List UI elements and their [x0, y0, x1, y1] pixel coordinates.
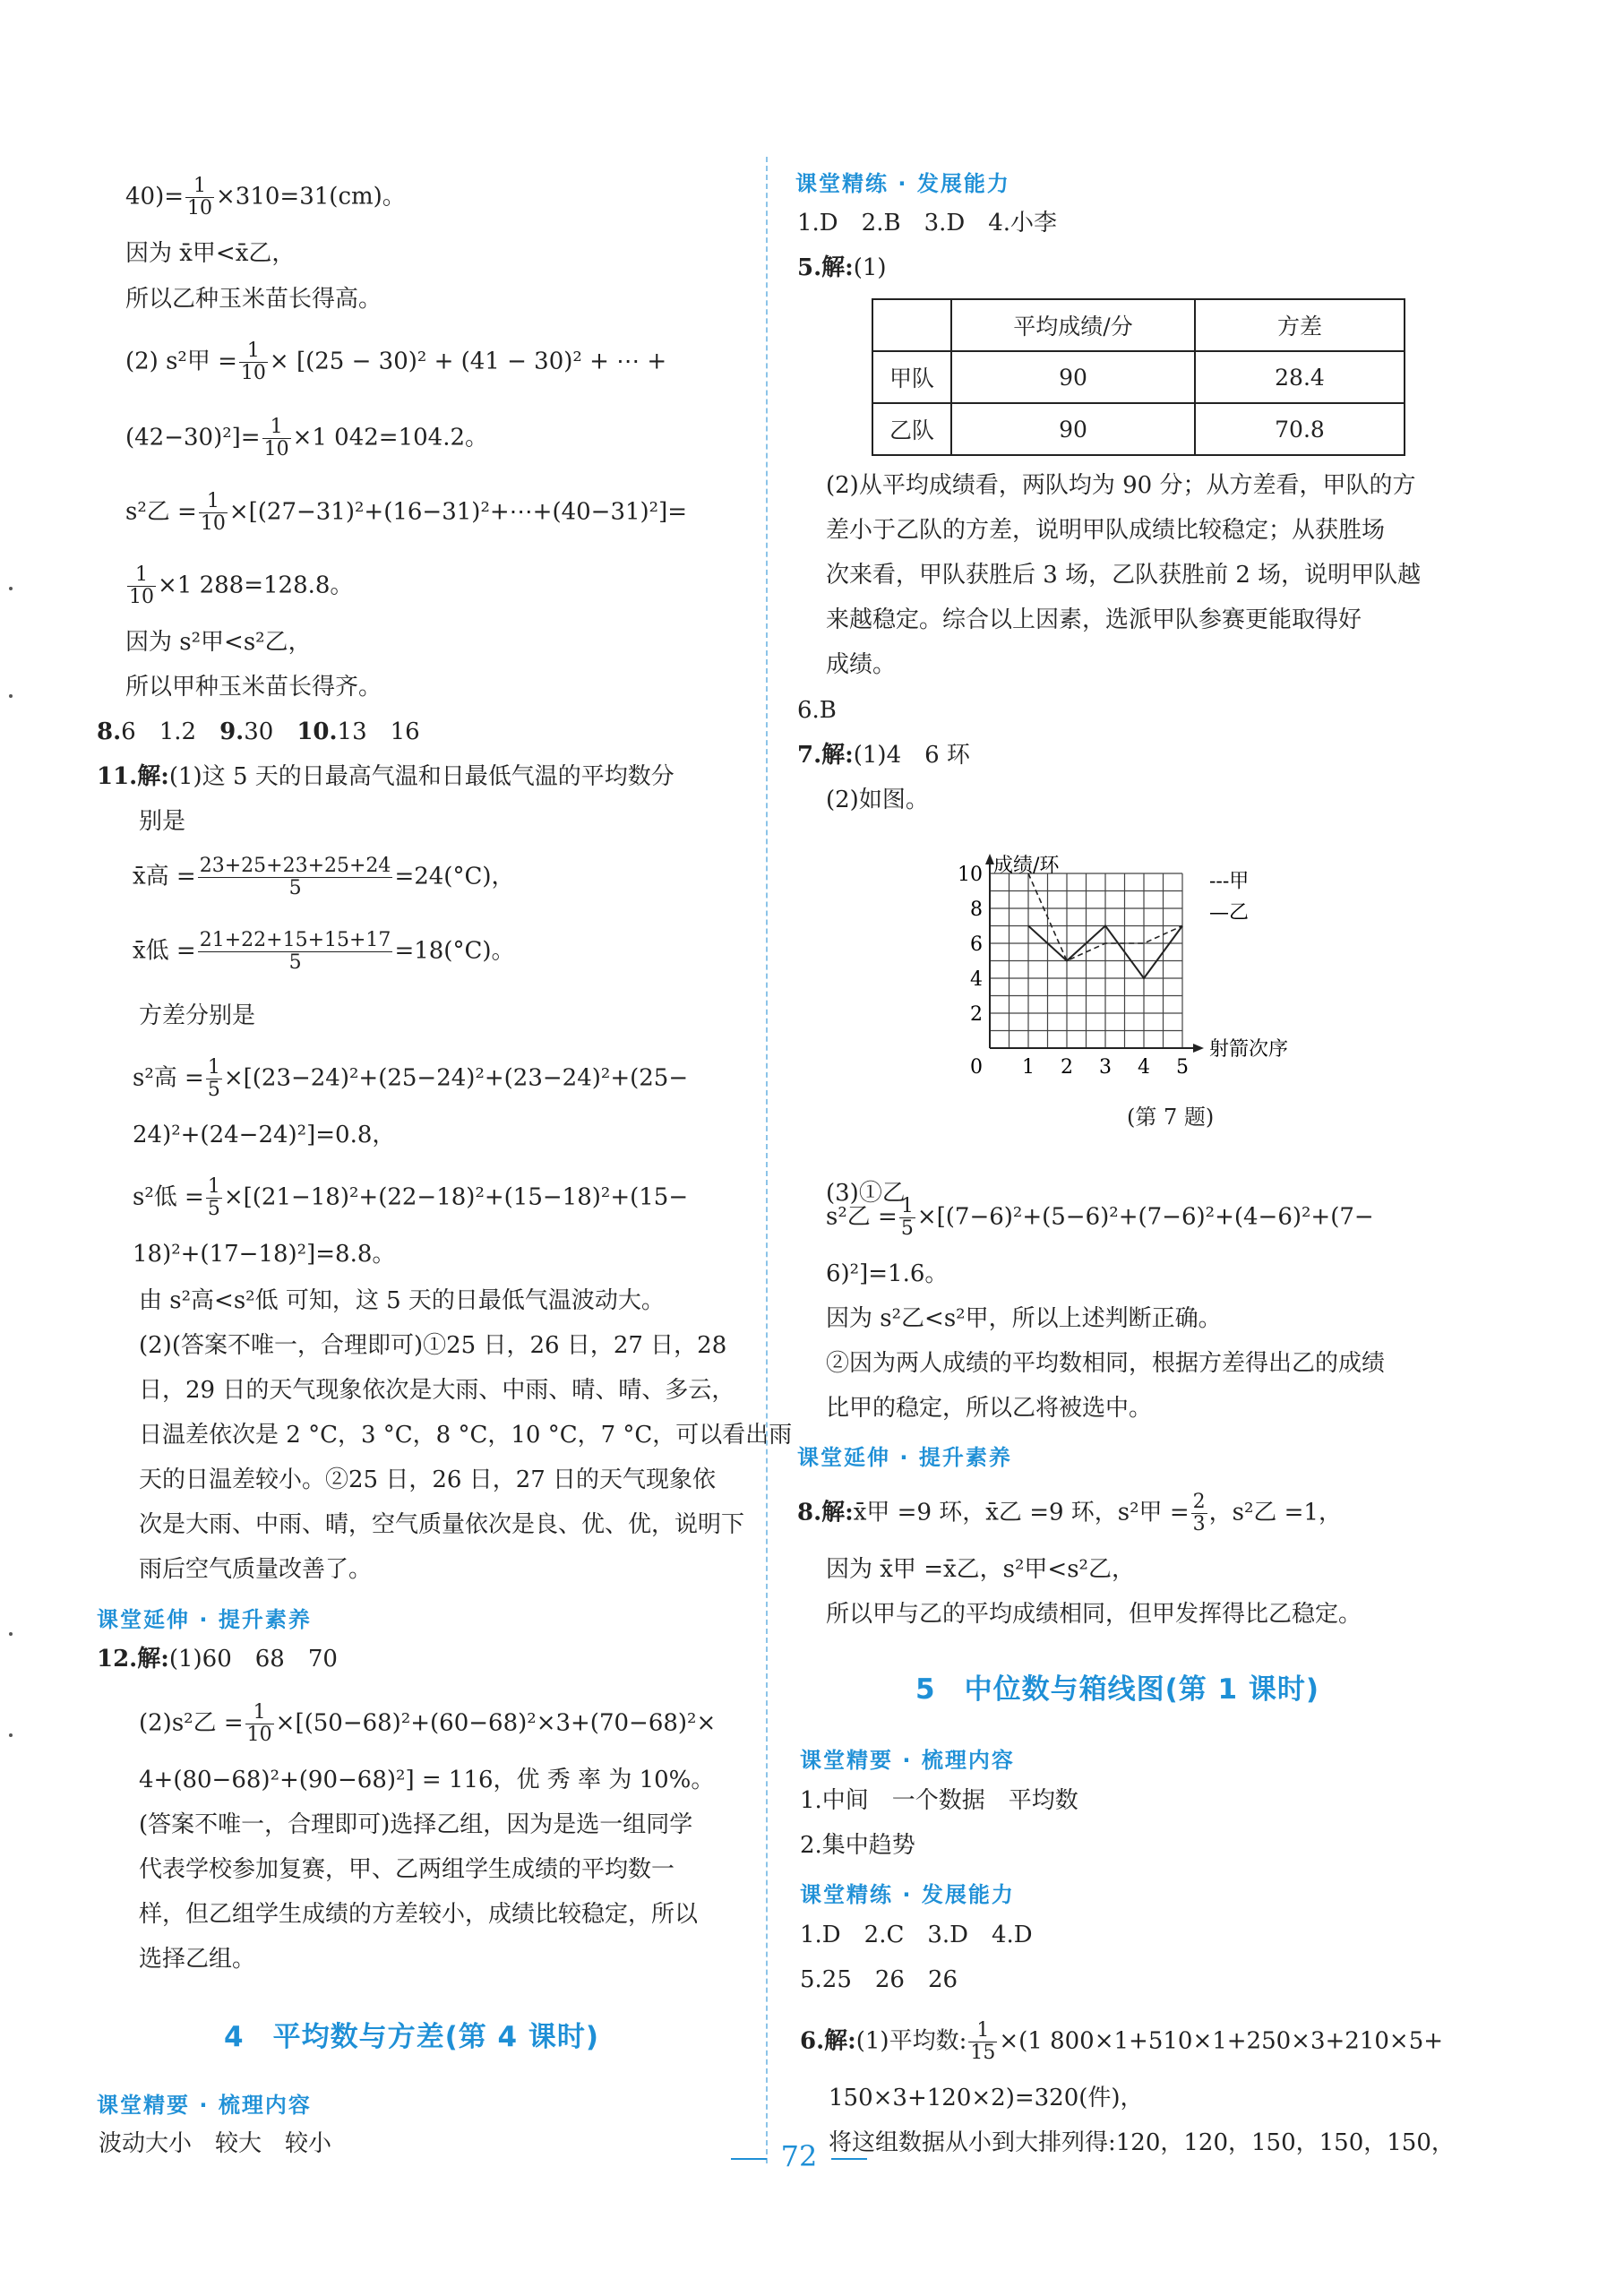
fraction: $\frac{1}{5}$ — [207, 1056, 220, 1101]
line: 方差分别是 — [139, 1002, 256, 1029]
line: 因为 x̄甲<x̄乙， — [125, 240, 296, 267]
fraction: $\frac{1}{10}$ — [263, 416, 289, 460]
y-tick-label: 4 — [970, 968, 983, 991]
table-header: 平均成绩/分 — [951, 299, 1195, 351]
line: 比甲的稳定，所以乙将被选中。 — [826, 1395, 1153, 1422]
question-12: 12.解:(1)60 68 70 — [97, 1646, 338, 1673]
section-heading: 课堂精要 · 梳理内容 — [97, 2093, 312, 2118]
fraction: $\frac{2}{3}$ — [1192, 1491, 1206, 1535]
line: 因为 s²乙<s²甲，所以上述判断正确。 — [826, 1305, 1222, 1332]
section-heading: 课堂精练 · 发展能力 — [800, 1882, 1015, 1907]
y-tick-label: 6 — [970, 933, 983, 956]
line: 由 s²高<s²低 可知，这 5 天的日最低气温波动大。 — [139, 1287, 665, 1314]
x-axis-label: 射箭次序 — [1209, 1038, 1289, 1061]
scan-mark — [9, 1632, 13, 1636]
fraction: $\frac{1}{10}$ — [187, 175, 213, 219]
line: 2.集中趋势 — [800, 1832, 915, 1859]
fraction: $\frac{1}{5}$ — [900, 1195, 914, 1240]
table-header — [872, 299, 951, 351]
line: 来越稳定。综合以上因素，选派甲队参赛更能取得好 — [826, 606, 1362, 633]
line: 雨后空气质量改善了。 — [139, 1556, 373, 1583]
scan-mark — [9, 587, 13, 590]
x-tick-label: 5 — [1176, 1056, 1189, 1075]
line: 40)= $\frac{1}{10}$ ×310=31(cm)。 — [125, 175, 406, 219]
line: s²低 = $\frac{1}{5}$ ×[(21−18)²+(22−18)²+(15−18)²+(15− — [133, 1175, 689, 1220]
fraction: $\frac{23+25+23+25+24}{5}$ — [199, 855, 391, 899]
question-5: 5.解:(1) — [797, 254, 887, 281]
score-table — [872, 298, 1405, 456]
origin-label: 0 — [970, 1056, 983, 1075]
line: 样，但乙组学生成绩的方差较小，成绩比较稳定，所以 — [139, 1901, 699, 1928]
line: x̄高 = $\frac{23+25+23+25+24}{5}$ =24(°C)， — [133, 855, 515, 899]
line: 所以乙种玉米苗长得高。 — [125, 286, 382, 313]
x-tick-label: 3 — [1099, 1056, 1112, 1075]
line: (2)如图。 — [826, 787, 929, 813]
line: 代表学校参加复赛，甲、乙两组学生成绩的平均数一 — [139, 1856, 675, 1883]
line: 1.中间 一个数据 平均数 — [800, 1787, 1078, 1814]
line: 波动大小 较大 较小 — [99, 2130, 332, 2157]
question-8: 8.解:x̄甲 =9 环，x̄乙 =9 环，s²甲 = $\frac{2}{3}$ ，s²乙 =1， — [797, 1491, 1342, 1535]
line: s²乙 = $\frac{1}{10}$ ×[(27−31)²+(16−31)²+⋯+(40−31)²]= — [125, 490, 688, 535]
line: (答案不唯一，合理即可)选择乙组，因为是选一组同学 — [139, 1811, 693, 1838]
table-row: 乙队 90 70.8 — [872, 403, 1405, 455]
rule — [731, 2158, 767, 2160]
line: ②因为两人成绩的平均数相同，根据方差得出乙的成绩 — [826, 1350, 1386, 1377]
question-7: 7.解:(1)4 6 环 — [797, 742, 970, 769]
fraction: $\frac{21+22+15+15+17}{5}$ — [199, 929, 391, 974]
line: (42−30)²]= $\frac{1}{10}$ ×1 042=104.2。 — [125, 416, 489, 460]
line: 日温差依次是 2 °C，3 °C，8 °C，10 °C，7 °C，可以看出雨 — [139, 1422, 793, 1449]
legend-item: ---甲 — [1209, 870, 1250, 893]
line: 次是大雨、中雨、晴，空气质量依次是良、优、优，说明下 — [139, 1511, 745, 1538]
page-number: 72 — [0, 2139, 1598, 2173]
y-tick-label: 8 — [970, 899, 983, 921]
section-heading: 课堂延伸 · 提升素养 — [97, 1607, 312, 1632]
line: 次来看，甲队获胜后 3 场，乙队获胜前 2 场，说明甲队越 — [826, 562, 1422, 589]
line: 因为 s²甲<s²乙， — [125, 629, 312, 656]
fraction: $\frac{1}{15}$ — [970, 2019, 996, 2064]
line-chart — [941, 824, 1317, 1075]
fraction: $\frac{1}{5}$ — [207, 1175, 220, 1220]
table-header: 方差 — [1195, 299, 1405, 351]
line: 4+(80−68)²+(90−68)²] = 116，优 秀 率 为 10%。 — [139, 1767, 715, 1793]
line: x̄低 = $\frac{21+22+15+15+17}{5}$ =18(°C)。 — [133, 929, 515, 974]
line: 选择乙组。 — [139, 1946, 256, 1973]
question-11: 11.解:(1)这 5 天的日最高气温和日最低气温的平均数分 — [97, 763, 674, 790]
line: s²高 = $\frac{1}{5}$ ×[(23−24)²+(25−24)²+(23−24)²+(25− — [133, 1056, 689, 1101]
x-tick-label: 2 — [1061, 1056, 1073, 1075]
fraction: $\frac{1}{10}$ — [246, 1701, 272, 1746]
line: 差小于乙队的方差，说明甲队成绩比较稳定；从获胜场 — [826, 517, 1386, 544]
line: 天的日温差较小。②25 日，26 日，27 日的天气现象依 — [139, 1466, 717, 1493]
line: (2) s²甲 = $\frac{1}{10}$ × [(25 − 30)² + (41 − 30)² + ⋯ + — [125, 340, 667, 384]
lesson-title: 5 中位数与箱线图(第 1 课时) — [915, 1673, 1320, 1706]
lesson-title: 4 平均数与方差(第 4 课时) — [224, 2021, 600, 2053]
line: 6)²]=1.6。 — [826, 1260, 949, 1287]
fraction: $\frac{1}{10}$ — [240, 340, 266, 384]
line: 所以甲与乙的平均成绩相同，但甲发挥得比乙稳定。 — [826, 1601, 1362, 1628]
line: 因为 x̄甲 =x̄乙，s²甲<s²乙， — [826, 1556, 1135, 1583]
section-heading: 课堂精要 · 梳理内容 — [800, 1748, 1015, 1773]
table-row: 甲队 90 28.4 — [872, 351, 1405, 403]
formula-line: s²乙 = $\frac{1}{5}$ ×[(7−6)²+(5−6)²+(7−6)²+(4−6)²+(7− — [826, 1195, 1374, 1240]
answer-line: 8.6 1.2 9.30 10.13 16 — [97, 718, 420, 745]
line: (2)s²乙 = $\frac{1}{10}$ ×[(50−68)²+(60−68)²×3+(70−68)²× — [139, 1701, 717, 1746]
line: 1.D 2.B 3.D 4.小李 — [797, 210, 1058, 236]
x-tick-label: 4 — [1138, 1056, 1150, 1075]
line: 别是 — [139, 808, 186, 835]
y-tick-label: 10 — [958, 864, 983, 886]
line: 成绩。 — [826, 651, 897, 678]
line: (2)(答案不唯一，合理即可)①25 日，26 日，27 日，28 — [139, 1332, 727, 1359]
scan-mark — [9, 1733, 13, 1737]
y-axis-label: 成绩/环 — [993, 855, 1060, 877]
question-6: 6.解:(1)平均数: $\frac{1}{15}$ ×(1 800×1+510×1+250×3+210×5+ — [800, 2019, 1444, 2064]
line: 1.D 2.C 3.D 4.D — [800, 1922, 1033, 1948]
line: (3)①乙 — [826, 1180, 906, 1207]
y-tick-label: 2 — [970, 1003, 983, 1026]
line: 150×3+120×2)=320(件)， — [829, 2085, 1144, 2111]
column-divider — [766, 157, 768, 2163]
legend-item: —乙 — [1209, 901, 1250, 924]
line: 6.B — [797, 697, 837, 724]
x-tick-label: 1 — [1022, 1056, 1035, 1075]
line: 5.25 26 26 — [800, 1966, 958, 1993]
fraction: $\frac{1}{10}$ — [129, 563, 154, 608]
line: (2)从平均成绩看，两队均为 90 分；从方差看，甲队的方 — [826, 472, 1416, 499]
line: 24)²+(24−24)²]=0.8， — [133, 1122, 396, 1148]
line: 18)²+(17−18)²]=8.8。 — [133, 1241, 396, 1268]
line: 日，29 日的天气现象依次是大雨、中雨、晴、晴、多云， — [139, 1377, 735, 1404]
fraction: $\frac{1}{10}$ — [200, 490, 226, 535]
chart-caption: (第 7 题) — [1127, 1105, 1215, 1130]
rule — [831, 2158, 867, 2160]
section-heading: 课堂延伸 · 提升素养 — [797, 1445, 1012, 1470]
scan-mark — [9, 694, 13, 698]
line: 将这组数据从小到大排列得:120，120，150，150，150， — [829, 2129, 1455, 2156]
section-heading: 课堂精练 · 发展能力 — [795, 171, 1010, 196]
x-axis-arrow — [1193, 1044, 1204, 1053]
line: 所以甲种玉米苗长得齐。 — [125, 674, 382, 701]
line: $\frac{1}{10}$ ×1 288=128.8。 — [129, 563, 354, 608]
